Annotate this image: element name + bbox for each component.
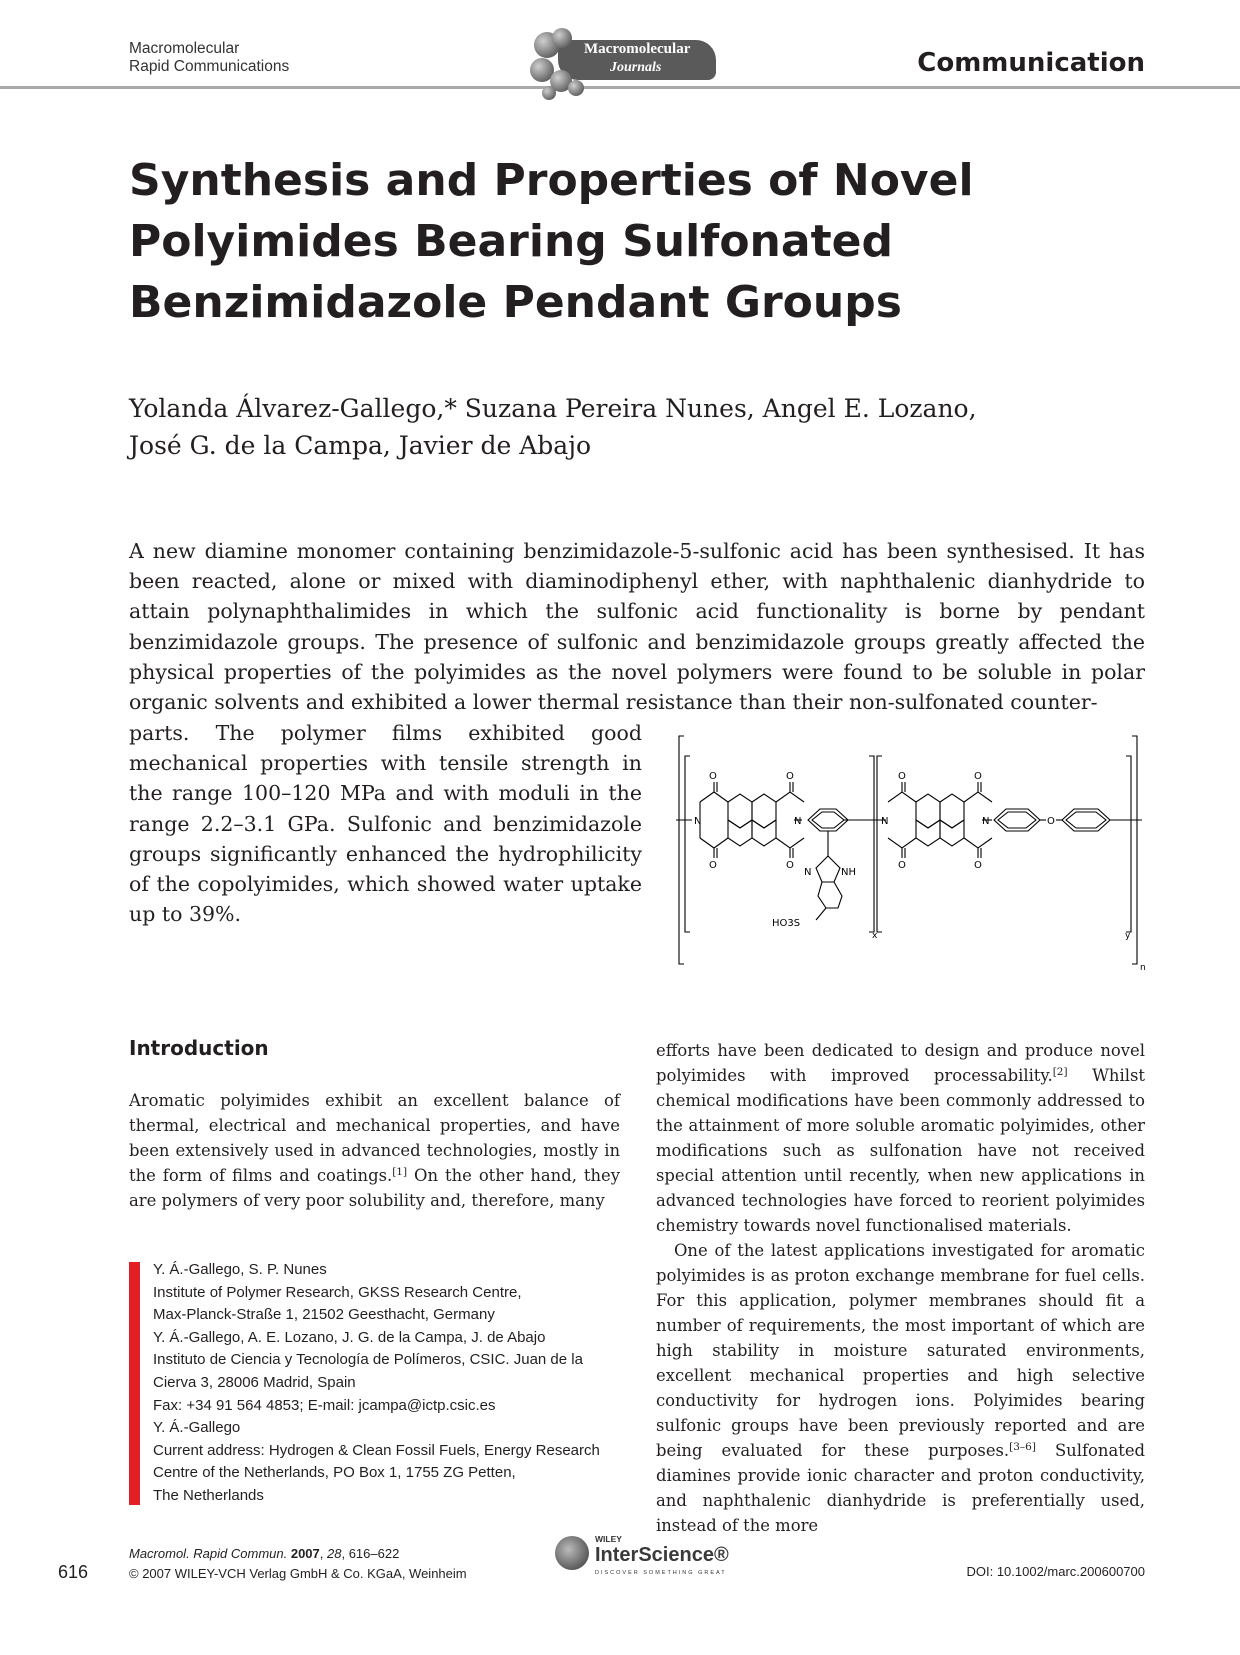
section-label: Communication (917, 48, 1145, 78)
affiliation-line: Centre of the Netherlands, PO Box 1, 1755 ZG Petten, (153, 1464, 516, 1482)
intro-left-column: Aromatic polyimides exhibit an excellent balance of thermal, electrical and mechanical properties, and have been extensively used in advanced technologies, mostly in the form of films and coatings.[1] On the other hand, they are polymers of very poor solubility and, therefore, many (129, 1091, 620, 1210)
affiliation-line: Institute of Polymer Research, GKSS Research Centre, (153, 1283, 522, 1301)
structure-label-n: N (804, 867, 812, 878)
structure-subscript-n: n (1140, 963, 1146, 970)
reference-link[interactable]: [3–6] (1009, 1441, 1036, 1453)
copyright-line: © 2007 WILEY-VCH Verlag GmbH & Co. KGaA, Weinheim (129, 1566, 467, 1581)
affiliation-line: The Netherlands (153, 1486, 264, 1504)
structure-label-n: N (982, 816, 990, 827)
contact-line: Fax: +34 91 564 4853; E-mail: jcampa@ictp.csic.es (153, 1396, 496, 1414)
polyimide-structure-figure (676, 730, 1146, 970)
journal-name-line1: Macromolecular (129, 40, 240, 57)
affiliation-line: Y. Á.-Gallego, A. E. Lozano, J. G. de la Campa, J. de Abajo (153, 1328, 546, 1346)
structure-label-ho3s: HO3S (772, 918, 801, 929)
title-line-2: Polyimides Bearing Sulfonated (129, 216, 893, 267)
structure-subscript-y: y (1125, 931, 1131, 941)
structure-label-o: O (974, 771, 982, 782)
reference-link[interactable]: [1] (392, 1166, 408, 1178)
intro-right-column (656, 1038, 1145, 1538)
citation-block (129, 1544, 467, 1584)
logo-text-macromolecular: Macromolecular (584, 41, 691, 57)
paragraph: efforts have been dedicated to design and produce novel polyimides with improved processability.[2] Whilst chemical modifications have been commonly addressed to the attainment of more soluble aromatic polyimides, other modifications such as sulfonation have not received special attention until recently, when new applications in advanced technologies have forced to reorient polyimides chemistry towards novel functionalised materials. (656, 1041, 1145, 1235)
structure-label-o: O (898, 860, 906, 871)
abstract-text: A new diamine monomer containing benzimidazole-5-sulfonic acid has been synthesised. It has been reacted, alone or mixed with diaminodiphenyl ether, with naphthalenic dianhydride to attain polynaphthalimides in which the sulfonic acid functionality is borne by pendant benzimidazole groups. The presence of sulfonic and benzimidazole groups greatly affected the physical properties of the polyimides as the novel polymers were found to be soluble in polar organic solvents and exhibited a lower thermal resistance than their non-sulfonated counter- (129, 539, 1145, 715)
logo-interscience-text: InterScience® (595, 1544, 729, 1566)
structure-label-o: O (709, 771, 717, 782)
author-affiliations (153, 1259, 633, 1508)
macromolecular-journals-logo (528, 24, 720, 104)
page-number: 616 (58, 1562, 89, 1582)
logo-tagline: DISCOVER SOMETHING GREAT (595, 1570, 727, 1576)
paragraph: One of the latest applications investigated for aromatic polyimides is as proton exchange membrane for fuel cells. For this application, polymer membranes should fit a number of requirements, the most important of which are high stability in moisture saturated environments, excellent mechanical properties and high selective conductivity for hydrogen ions. Polyimides bearing sulfonic groups have been previously reported and are being evaluated for these purposes.[3–6] Sulfonated diamines provide ionic character and proton conductivity, and naphthalenic dianhydride is preferentially used, instead of the more (656, 1241, 1146, 1535)
structure-subscript-x: x (872, 931, 878, 941)
title-line-3: Benzimidazole Pendant Groups (129, 277, 902, 328)
affiliation-line: Y. Á.-Gallego, S. P. Nunes (153, 1261, 327, 1278)
journal-name-line2: Rapid Communications (129, 58, 290, 75)
structure-label-n: N (881, 816, 889, 827)
doi[interactable]: DOI: 10.1002/marc.200600700 (966, 1564, 1145, 1579)
abstract-text-continued: parts. The polymer films exhibited good mechanical properties with tensile strength in the range 100–120 MPa and with moduli in the range 2.2–3.1 GPa. Sulfonic and benzimidazole groups significantly enhanced the hydrophilicity of the copolyimides, which showed water uptake up to 39%. (129, 721, 642, 927)
structure-label-o: O (974, 860, 982, 871)
journal-name (129, 40, 289, 76)
affiliation-line: Current address: Hydrogen & Clean Fossil Fuels, Energy Research (153, 1441, 600, 1459)
authors-line-2: José G. de la Campa, Javier de Abajo (129, 431, 591, 460)
logo-text-journals: Journals (610, 60, 662, 75)
wiley-interscience-logo (555, 1532, 745, 1580)
structure-label-o: O (1047, 816, 1055, 827)
section-heading-introduction: Introduction (129, 1036, 269, 1060)
structure-label-o: O (786, 860, 794, 871)
structure-label-o: O (786, 771, 794, 782)
affiliation-line: Cierva 3, 28006 Madrid, Spain (153, 1373, 356, 1391)
author-list (129, 390, 1129, 464)
affiliation-line: Max-Planck-Straße 1, 21502 Geesthacht, Germany (153, 1306, 495, 1324)
globe-icon (555, 1536, 589, 1570)
structure-label-o: O (709, 860, 717, 871)
authors-line-1: Yolanda Álvarez-Gallego,* Suzana Pereira Nunes, Angel E. Lozano, (129, 394, 977, 423)
structure-label-n: N (794, 816, 802, 827)
citation-line: Macromol. Rapid Commun. 2007, 28, 616–622 (129, 1546, 400, 1561)
reference-link[interactable]: [2] (1052, 1066, 1068, 1078)
logo-wiley-text: WILEY (595, 1534, 622, 1544)
affiliation-accent-bar (129, 1262, 140, 1505)
structure-label-nh: NH (841, 867, 856, 878)
title-line-1: Synthesis and Properties of Novel (129, 155, 974, 206)
affiliation-line: Y. Á.-Gallego (153, 1419, 241, 1437)
article-title (129, 150, 1129, 333)
affiliation-line: Instituto de Ciencia y Tecnología de Polímeros, CSIC. Juan de la (153, 1351, 583, 1369)
structure-label-o: O (898, 771, 906, 782)
structure-label-n: N (694, 816, 702, 827)
